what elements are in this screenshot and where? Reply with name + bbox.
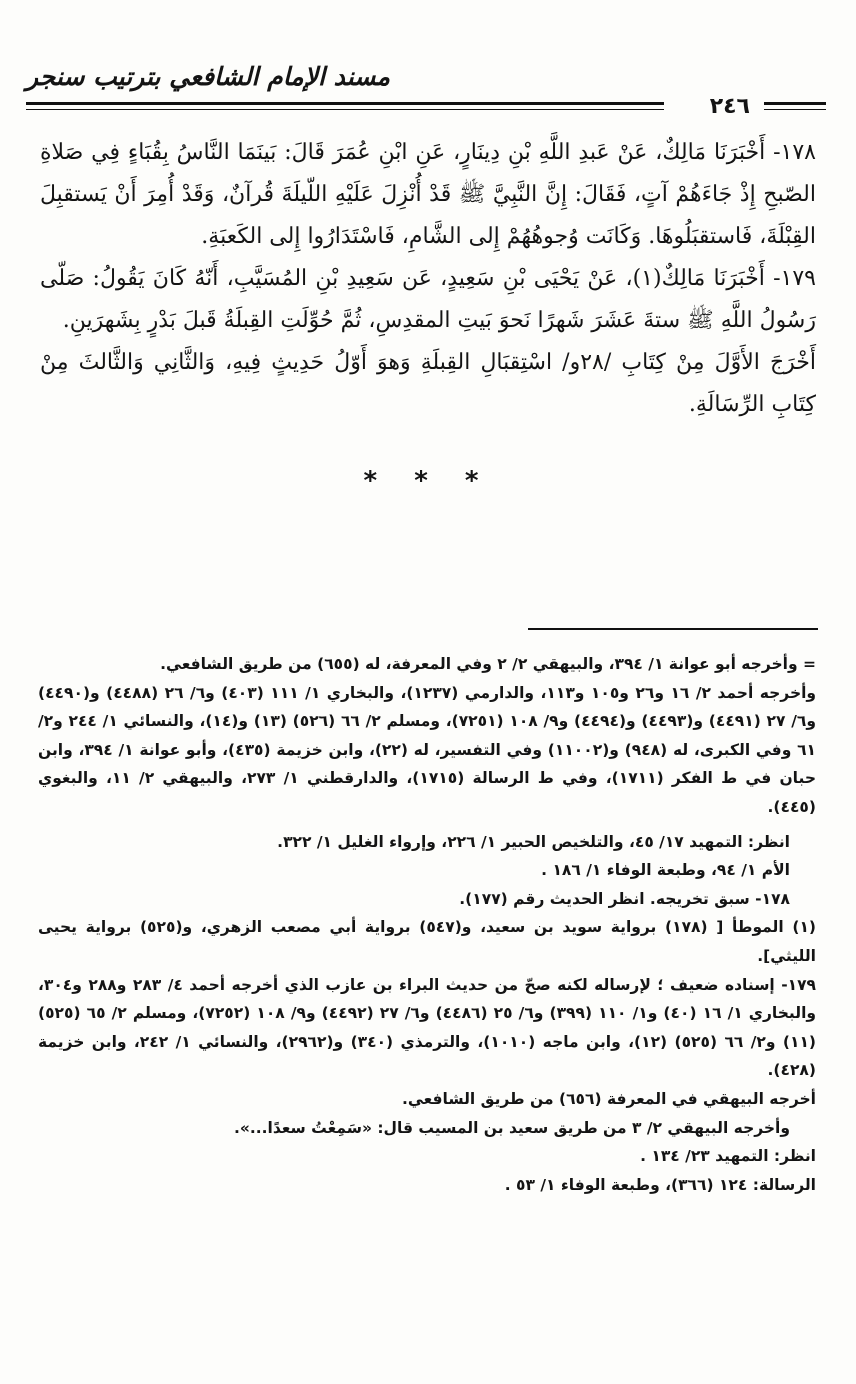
footnote-line: انظر: التمهيد ١٧/ ٤٥، والتلخيص الحبير ١/ ٢٢٦، وإرواء الغليل ١/ ٣٢٢. [277,832,790,851]
page-header [26,58,826,128]
main-text [40,132,816,426]
footnote-line: الرسالة: ١٢٤ (٣٦٦)، وطبعة الوفاء ١/ ٥٣ . [504,1175,816,1194]
footnote-line: وأخرجه أحمد ٢/ ١٦ و٢٦ و١٠٥ و١١٣، والدارمي (١٢٣٧)، والبخاري ١/ ١١١ (٤٠٣) و٦/ ٢٦ (٤٤٨٨) و(٤٤٩٠) و٦/ ٢٧ (٤٤٩١) و(٤٤٩٣) و(٤٤٩٤) و٩/ ١٠٨ (٧٢٥١)، ومسلم ٢/ ٦٦ (٥٢٦) (١٣) و(١٤)، والنسائي ١/ ٢٤٤ و٢/ ٦١ وفي الكبرى، له (٩٤٨) و(١١٠٠٢) وفي التفسير، له (٢٢)، وابن خزيمة (٤٣٥)، وأبو عوانة ١/ ٣٩٤، وابن حبان في ط الفكر (١٧١١)، وفي ط الرسالة (١٧١٥)، والدارقطني ١/ ٢٧٣، والبيهقي ٢/ ١١، والبغوي (٤٤٥). [38,683,817,816]
running-title: مسند الإمام الشافعي بترتيب سنجر [26,62,390,91]
footnote-line: = وأخرجه أبو عوانة ١/ ٣٩٤، والبيهقي ٢/ ٢ وفي المعرفة، له (٦٥٥) من طريق الشافعي. [160,655,816,673]
hadith-179: ١٧٩- أَخْبَرَنَا مَالِكٌ(١)، عَنْ يَحْيَى بْنِ سَعِيدٍ، عَن سَعِيدِ بْنِ المُسَيَّبِ، أَنّهُ كَانَ يَقُولُ: صَلّى رَسُولُ اللَّهِ ﷺ ستةَ عَشَرَ شَهرًا نَحوَ بَيتِ المقدِسِ، ثُمَّ حُوِّلَتِ القِبلَةُ قَبلَ بَدْرٍ بِشَهرَينِ. [40,266,816,333]
footnote-rule [528,628,818,630]
footnote-line: ١٧٩- إسناده ضعيف ؛ لإرساله لكنه صحّ من حديث البراء بن عازب الذي أخرجه أحمد ٤/ ٢٨٣ و٢٨٨ و٣٠٤، والبخاري ١/ ١٦ (٤٠) و١/ ١١٠ (٣٩٩) و٦/ ٢٥ (٤٤٨٦) و٦/ ٢٧ (٤٤٩٢) و٩/ ١٠٨ (٧٢٥٢)، ومسلم ٢/ ٦٥ (٥٢٥) (١١) و٢/ ٦٦ (٥٢٥) (١٢)، وابن ماجه (١٠١٠)، والترمذي (٣٤٠) و(٢٩٦٢)، والنسائي ١/ ٢٤٢، وابن خزيمة (٤٢٨). [38,975,817,1080]
header-rule-thin [26,109,664,110]
footnote-line: انظر: التمهيد ٢٣/ ١٣٤ . [640,1147,816,1166]
header-rule-right [764,102,826,105]
footnote-line: الأم ١/ ٩٤، وطبعة الوفاء ١/ ١٨٦ . [541,861,790,880]
footnote-line: ١٧٨- سبق تخريجه. انظر الحديث رقم (١٧٧). [459,889,790,908]
section-separator: * * * [363,466,493,496]
hadith-178: ١٧٨- أَخْبَرَنَا مَالِكٌ، عَنْ عَبدِ اللَّهِ بْنِ دِينَارٍ، عَنِ ابْنِ عُمَرَ قَالَ: بَينَمَا النَّاسُ بِقُبَاءٍ فِي صَلاةِ الصّبحِ إِذْ جَاءَهُمْ آتٍ، فَقَالَ: إِنَّ النَّبِيَّ ﷺ قَدْ أُنْزِلَ عَلَيْهِ اللّيلَةَ قُرآنٌ، وَقَدْ أُمِرَ أَنْ يَستقبِلَ القِبْلَةَ، فَاستقبَلُوهَا. وَكَانَت وُجوهُهُمْ إِلى الشَّامِ، فَاسْتَدَارُوا إِلى الكَعبَةِ. [40,140,816,249]
takhrij-note: أَخْرَجَ الأَوَّلَ مِنْ كِتَابِ /٢٨و/ اسْتِقبَالِ القِبلَةِ وَهوَ أَوّلُ حَدِيثٍ فِيهِ، وَالثَّانِي وَالثَّالثَ مِنْ كِتَابِ الرِّسَالَةِ. [40,350,816,417]
footnotes [38,650,816,1199]
footnote-line: أخرجه البيهقي في المعرفة (٦٥٦) من طريق الشافعي. [402,1089,816,1108]
page-number: ٢٤٦ [700,94,760,119]
header-rule-right-thin [764,109,826,110]
footnote-line: (١) الموطأ [ (١٧٨) برواية سويد بن سعيد، و(٥٤٧) برواية أبي مصعب الزهري، و(٥٢٥) برواية يحيى الليثي]. [38,918,817,965]
header-rule [26,102,664,105]
footnote-line: وأخرجه البيهقي ٢/ ٣ من طريق سعيد بن المسيب قال: «سَمِعْتُ سعدًا...». [233,1118,790,1137]
